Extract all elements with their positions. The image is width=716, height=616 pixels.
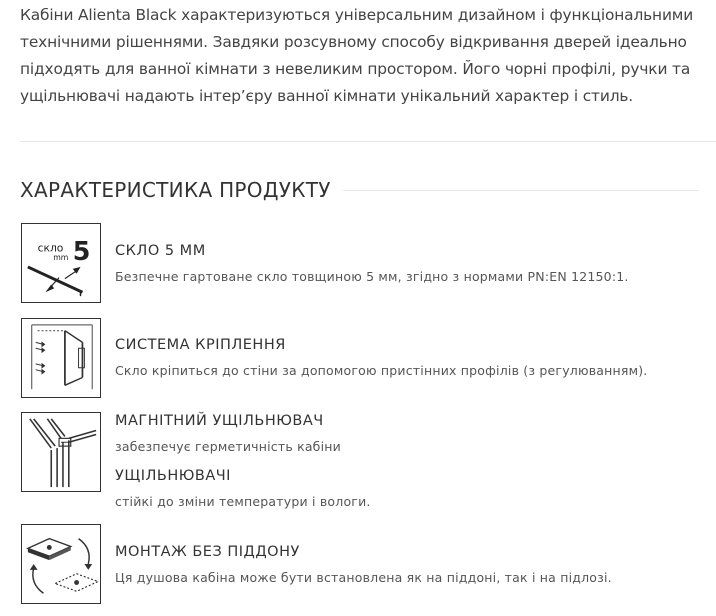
mounting-system-icon [21,318,101,398]
no-tray-install-icon [21,524,101,604]
feature-title: МОНТАЖ БЕЗ ПІДДОНУ [115,544,300,560]
glass-value: 5 [72,236,91,267]
feature-title: СКЛО 5 ММ [115,243,206,259]
section-title: ХАРАКТЕРИСТИКА ПРОДУКТУ [20,178,331,202]
glass-5mm-icon [21,223,101,303]
divider [20,141,716,142]
magnetic-seal-icon [21,412,101,492]
description-line: технічними рішеннями. Завдяки розсувному способу відкривання дверей ідеально [20,33,687,51]
glass-unit: mm [53,253,69,263]
description-line: ущільнювачі надають інтер’єру ванної кімнати унікальний характер і стиль. [20,87,634,105]
feature-description: забезпечує герметичність кабіни [115,439,341,454]
section-title-rule [343,190,698,191]
feature-description: Ця душова кабіна може бути встановлена як на піддоні, так і на підлозі. [115,570,612,585]
glass-label: скло [37,241,64,255]
feature-title: СИСТЕМА КРІПЛЕННЯ [115,337,286,353]
feature-description: Безпечне гартоване скло товщиною 5 мм, згідно з нормами PN:EN 12150:1. [115,269,629,284]
feature-title: МАГНІТНИЙ УЩІЛЬНЮВАЧ [115,413,324,429]
feature-title: УЩІЛЬНЮВАЧІ [115,468,231,484]
description-line: підходять для ванної кімнати з невеликим простором. Його чорні профілі, ручки та [20,60,691,78]
feature-description: Скло кріпиться до стіни за допомогою пристінних профілів (з регулюванням). [115,363,648,378]
description-line: Кабіни Alienta Black характеризуються універсальним дизайном і функціональними [20,6,694,24]
feature-description: стійкі до зміни температури і вологи. [115,494,371,509]
product-description [20,2,710,110]
